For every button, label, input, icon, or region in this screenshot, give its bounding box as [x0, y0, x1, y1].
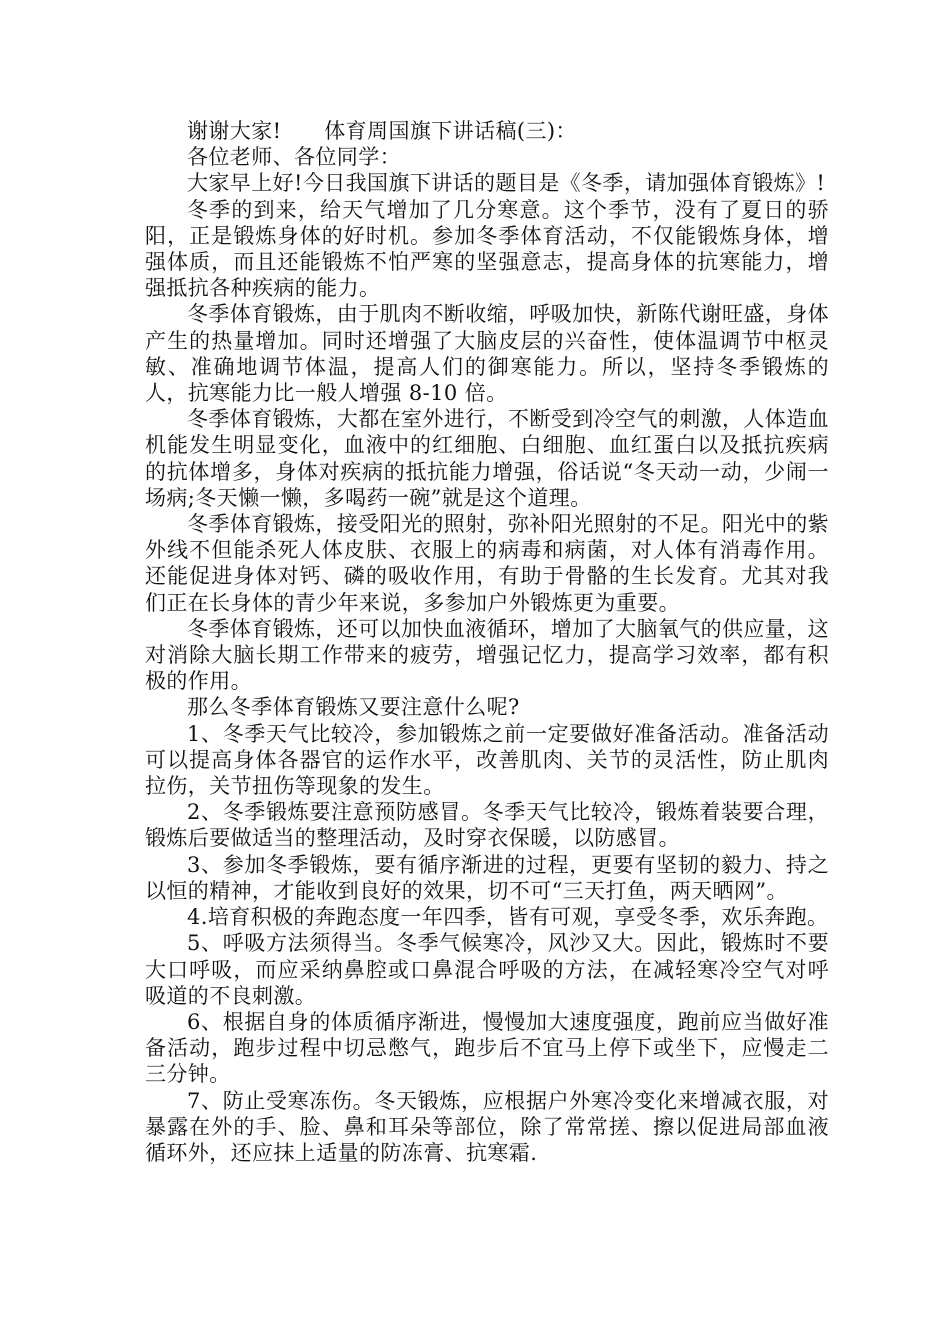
paragraph-greeting-title: 谢谢大家! 体育周国旗下讲话稿(三)：	[187, 119, 577, 143]
paragraph-salutation: 各位老师、各位同学：	[187, 145, 401, 170]
paragraph-tip-6: 6、根据自身的体质循序渐进，慢慢加大速度强度，跑前应当做好准备活动，跑步过程中切忌憋气，跑步后不宜马上停下或坐下，应慢走二三分钟。	[145, 1009, 829, 1087]
paragraph-tip-5: 5、呼吸方法须得当。冬季气候寒冷，风沙又大。因此，锻炼时不要大口呼吸，而应采纳鼻腔或口鼻混合呼吸的方法，在减轻寒冷空气对呼吸道的不良刺激。	[145, 931, 829, 1008]
paragraph-intro: 大家早上好!今日我国旗下讲话的题目是《冬季，请加强体育锻炼》!	[187, 171, 826, 196]
paragraph-metabolism: 冬季体育锻炼，由于肌肉不断收缩，呼吸加快，新陈代谢旺盛，身体产生的热量增加。同时还增强了大脑皮层的兴奋性，使体温调节中枢灵敏、准确地调节体温，提高人们的御寒能力。所以，坚持冬季锻炼的人，抗寒能力比一般人增强 8-10 倍。	[145, 302, 829, 406]
paragraph-tip-1: 1、冬季天气比较冷，参加锻炼之前一定要做好准备活动。准备活动可以提高身体各器官的运作水平，改善肌肉、关节的灵活性，防止肌肉拉伤，关节扭伤等现象的发生。	[145, 721, 829, 799]
paragraph-sunlight: 冬季体育锻炼，接受阳光的照射，弥补阳光照射的不足。阳光中的紫外线不但能杀死人体皮肤、衣服上的病毒和病菌，对人体有消毒作用。还能促进身体对钙、磷的吸收作用，有助于骨骼的生长发育。尤其对我们正在长身体的青少年来说，多参加户外锻炼更为重要。	[145, 512, 829, 615]
paragraph-circulation: 冬季体育锻炼，还可以加快血液循环，增加了大脑氧气的供应量，这对消除大脑长期工作带来的疲劳，增强记忆力，提高学习效率，都有积极的作用。	[145, 616, 829, 694]
paragraph-immunity: 冬季体育锻炼，大都在室外进行，不断受到冷空气的刺激，人体造血机能发生明显变化，血液中的红细胞、白细胞、血红蛋白以及抵抗疾病的抗体增多，身体对疾病的抵抗能力增强，俗话说“冬天动一动，少闹一场病;冬天懒一懒，多喝药一碗”就是这个道理。	[145, 407, 829, 510]
paragraph-tip-4: 4.培育积极的奔跑态度一年四季，皆有可观，享受冬季，欢乐奔跑。	[187, 905, 829, 930]
paragraph-question: 那么冬季体育锻炼又要注意什么呢?	[187, 695, 520, 720]
paragraph-tip-7: 7、防止受寒冻伤。冬天锻炼，应根据户外寒冷变化来增减衣服，对暴露在外的手、脸、鼻和耳朵等部位，除了常常搓、擦以促进局部血液循环外，还应抹上适量的防冻膏、抗寒霜.	[145, 1088, 829, 1165]
paragraph-tip-2: 2、冬季锻炼要注意预防感冒。冬季天气比较冷，锻炼着装要合理，锻炼后要做适当的整理活动，及时穿衣保暖，以防感冒。	[145, 800, 829, 851]
paragraph-winter-arrival: 冬季的到来，给天气增加了几分寒意。这个季节，没有了夏日的骄阳，正是锻炼身体的好时机。参加冬季体育活动，不仅能锻炼身体，增强体质，而且还能锻炼不怕严寒的坚强意志，提高身体的抗寒能力，增强抵抗各种疾病的能力。	[145, 197, 829, 301]
document-body	[145, 118, 829, 1166]
paragraph-tip-3: 3、参加冬季锻炼，要有循序渐进的过程，更要有坚韧的毅力、持之以恒的精神，才能收到良好的效果，切不可“三天打鱼，两天晒网”。	[145, 852, 829, 903]
